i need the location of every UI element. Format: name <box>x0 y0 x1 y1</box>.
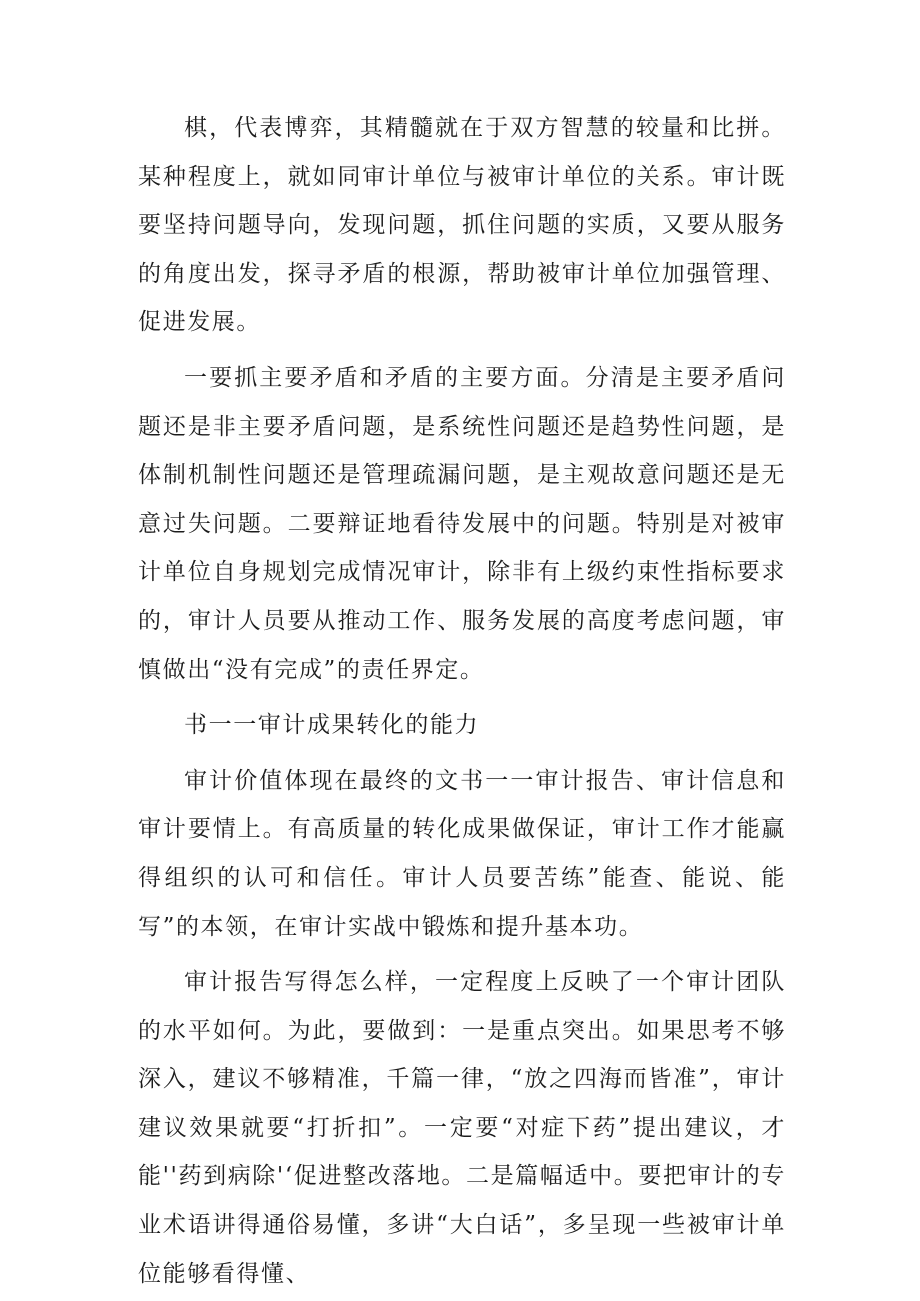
paragraph-main-contradiction: 一要抓主要矛盾和矛盾的主要方面。分清是主要矛盾问题还是非主要矛盾问题，是系统性问题还是趋势性问题，是体制机制性问题还是管理疏漏问题，是主观故意问题还是无意过失问题。二要辩证地看待发展中的问题。特别是对被审计单位自身规划完成情况审计，除非有上级约束性指标要求的，审计人员要从推动工作、服务发展的高度考虑问题，审慎做出“没有完成”的责任界定。 <box>138 364 786 683</box>
paragraph-audit-report: 审计报告写得怎么样，一定程度上反映了一个审计团队的水平如何。为此，要做到：一是重点突出。如果思考不够深入，建议不够精准，千篇一律，“放之四海而皆准”，审计建议效果就要“打折扣”。一定要“对症下药”提出建议，才能''药到病除'‘促进整改落地。二是篇幅适中。要把审计的专业术语讲得通俗易懂，多讲“大白话”，多呈现一些被审计单位能够看得懂、 <box>138 969 786 1287</box>
paragraph-chess-intro: 棋，代表博弈，其精髓就在于双方智慧的较量和比拼。某种程度上，就如同审计单位与被审计单位的关系。审计既要坚持问题导向，发现问题，抓住问题的实质，又要从服务的角度出发，探寻矛盾的根源，帮助被审计单位加强管理、促进发展。 <box>138 115 786 336</box>
paragraph-audit-value: 审计价值体现在最终的文书一一审计报告、审计信息和审计要情上。有高质量的转化成果做保证，审计工作才能赢得组织的认可和信任。审计人员要苦练”能查、能说、能写”的本领，在审计实战中锻炼和提升基本功。 <box>138 767 786 940</box>
document-body <box>138 104 786 1298</box>
section-heading-writing: 书一一审计成果转化的能力 <box>184 712 480 739</box>
